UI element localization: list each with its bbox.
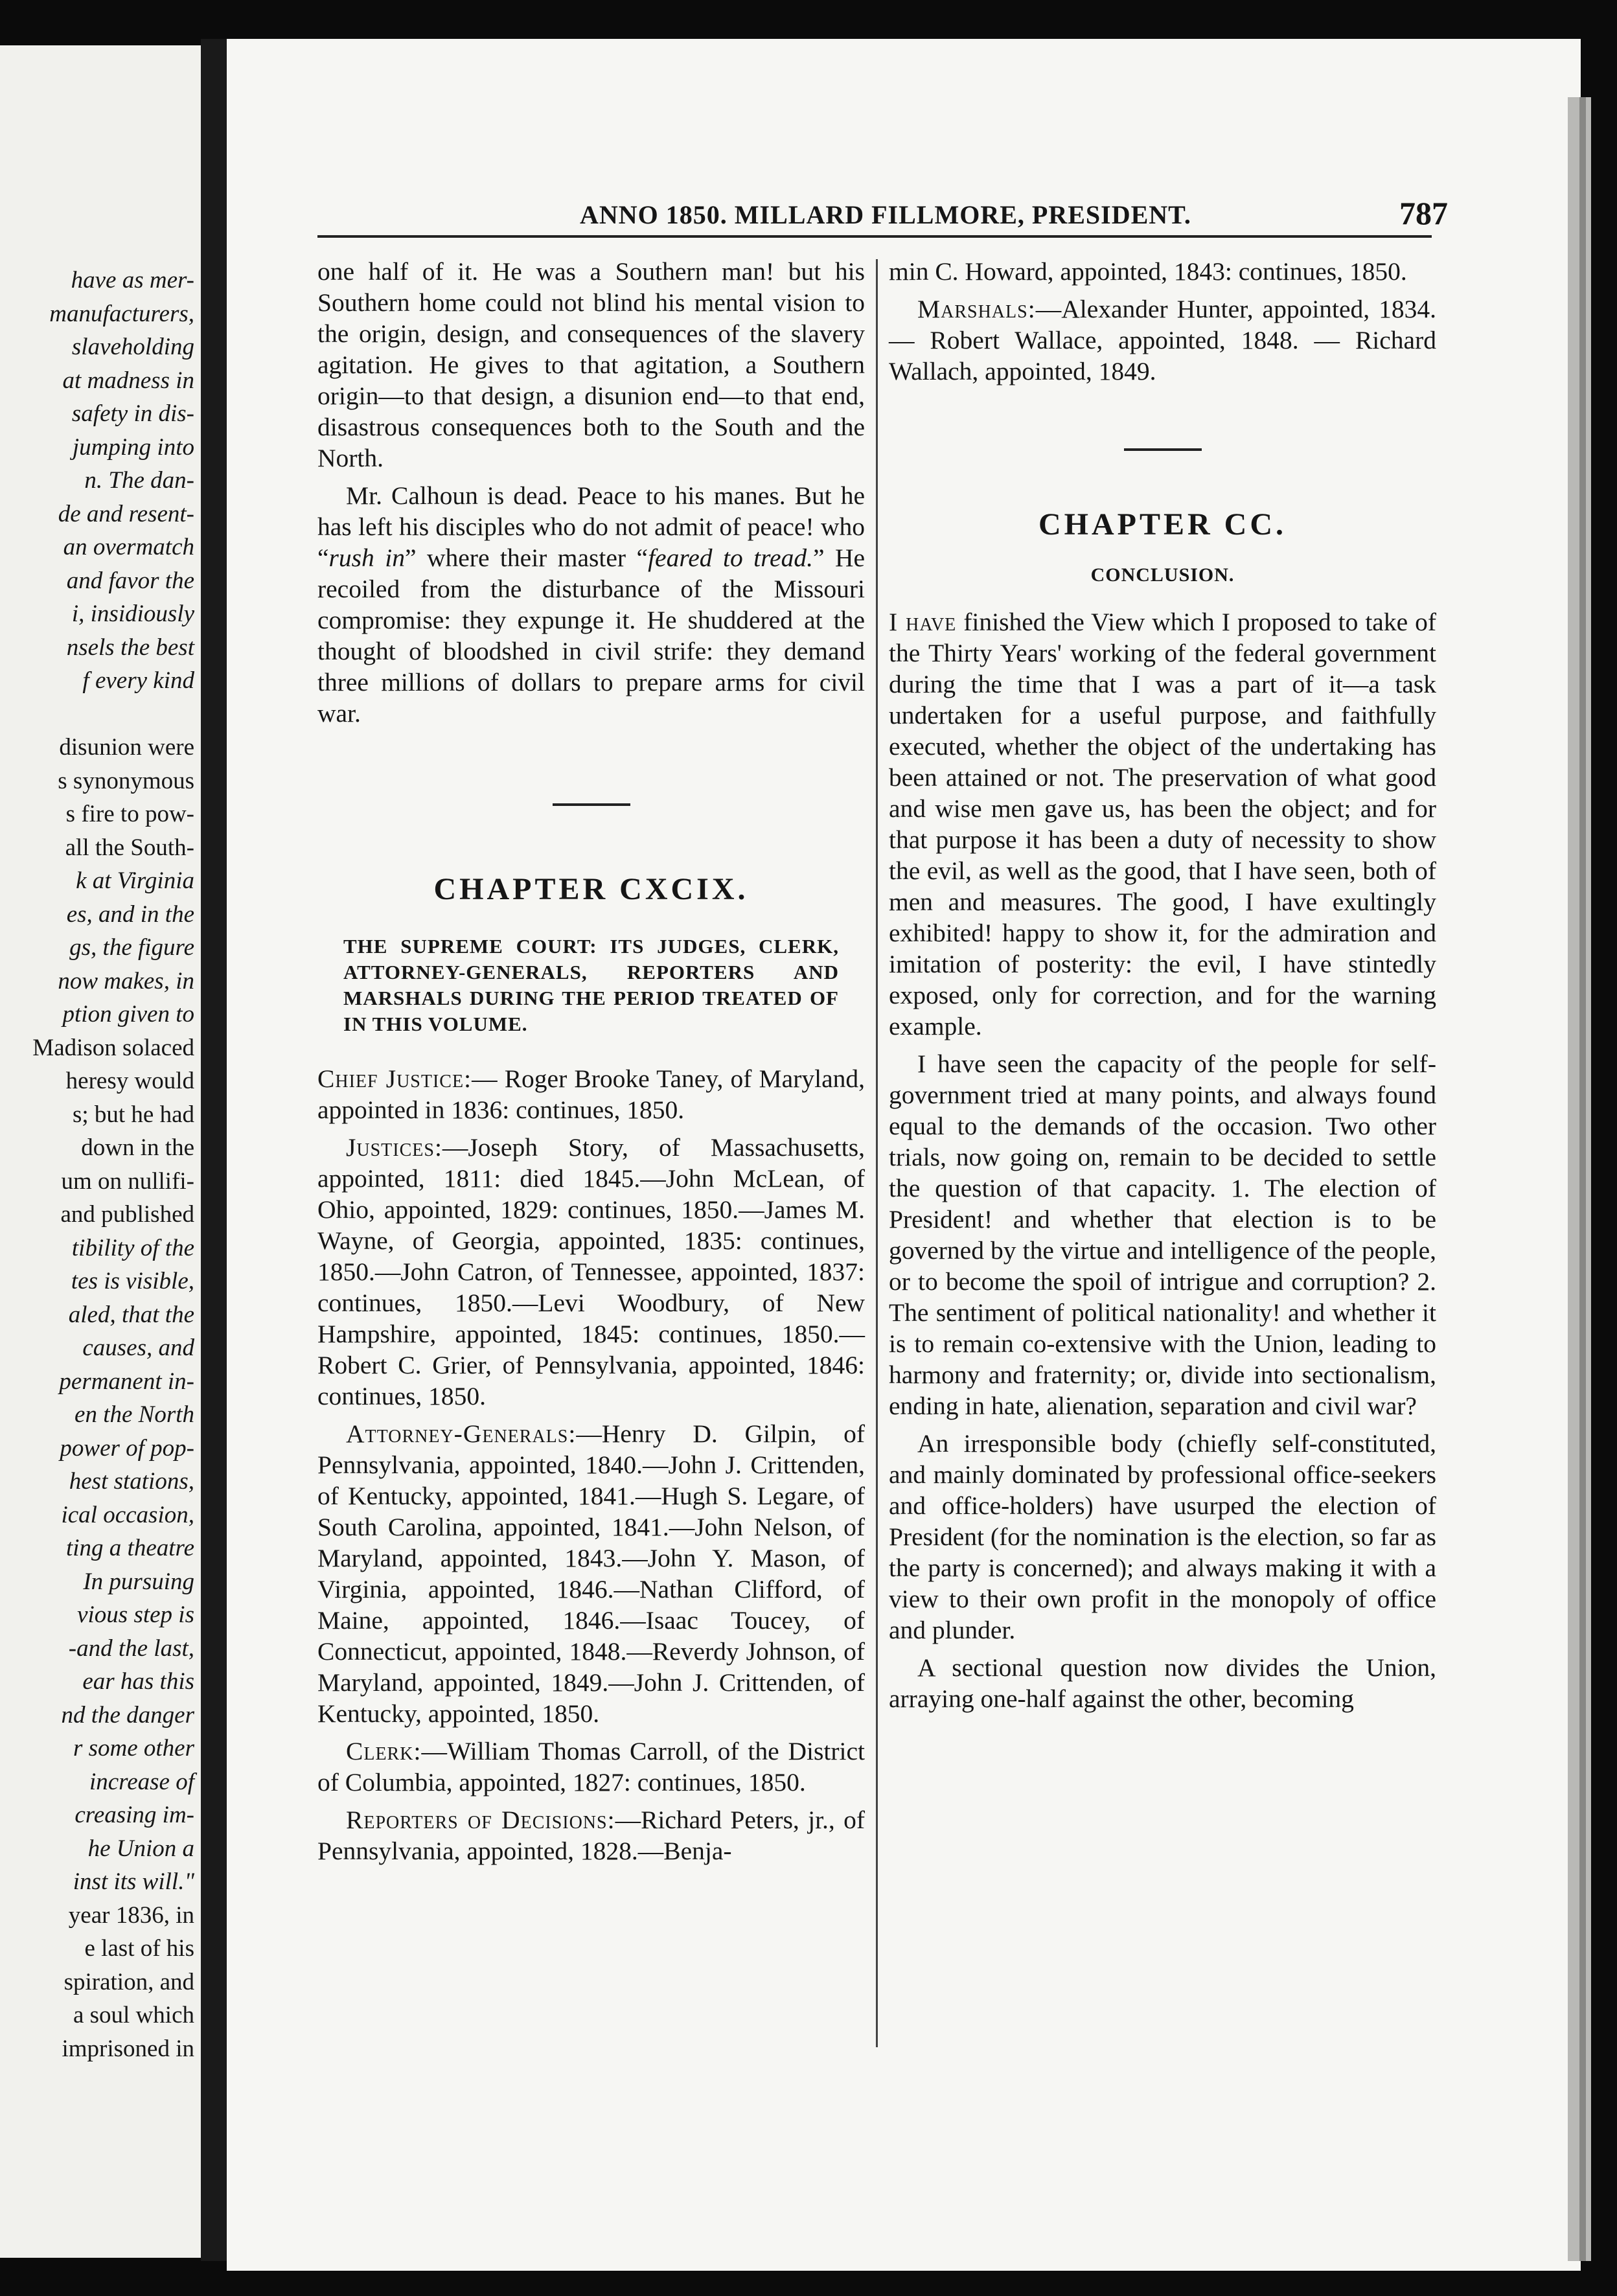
column-divider xyxy=(876,259,878,2047)
left-page-line: heresy would xyxy=(65,1068,194,1094)
chapter-subheading: CONCLUSION. xyxy=(1090,564,1235,586)
left-page-line: r some other xyxy=(73,1735,194,1762)
left-page-line: all the South- xyxy=(65,834,194,861)
paragraph: Reporters of Decisions:—Richard Peters, jr., of Pennsylvania, appointed, 1828.—Benja- xyxy=(317,1806,865,1865)
paragraph: Mr. Calhoun is dead. Peace to his manes. But he has left his disciples who do not admit of peace! who “rush in” where their master “feared to tread.” He recoiled from the disturbance of the Missouri compromise: they expunge it. He shuddered at the thought of bloodshed in civil strife: they demand three millions of dollars to prepare arms for civil war. xyxy=(317,481,866,728)
left-page-line: nsels the best xyxy=(66,634,194,661)
left-page-line: disunion were xyxy=(59,734,194,761)
left-page-line: jumping into xyxy=(72,433,194,461)
chapter-title: CHAPTER CXCIX. xyxy=(433,872,749,906)
left-page-line: s; but he had xyxy=(72,1101,194,1128)
page-header xyxy=(227,194,1581,240)
left-page-line: i, insidiously xyxy=(71,601,194,627)
page-number: 787 xyxy=(1399,195,1448,231)
paragraph: Justices:—Joseph Story, of Massachusetts, appointed, 1811: died 1845.—John McLean, of Ohio, appointed, 1829: continues, 1850.—James M. Wayne, of Georgia, appointed, 1835: continues, 1850.—John Catron, of Tennessee, appointed, 1837: continues, 1850.—Levi Woodbury, of New Hampshire, appointed, 1845: continues, 1850.—Robert C. Grier, of Pennsylvania, appointed, 1846: continues, 1850. xyxy=(317,1133,865,1410)
left-page-line: safety in dis- xyxy=(71,400,194,427)
left-page-line: e last of his xyxy=(84,1935,194,1962)
paragraph: min C. Howard, appointed, 1843: continues, 1850. xyxy=(889,257,1407,286)
section-rule xyxy=(553,803,630,806)
left-page-line: creasing im- xyxy=(75,1802,194,1828)
left-page-line: and published xyxy=(60,1201,194,1228)
left-page-line: vious step is xyxy=(77,1601,194,1628)
left-page-line: ical occasion, xyxy=(61,1501,194,1528)
paragraph: Chief Justice:— Roger Brooke Taney, of Maryland, appointed in 1836: continues, 1850. xyxy=(317,1064,865,1124)
left-page-line: and favor the xyxy=(66,567,194,594)
left-page-line: an overmatch xyxy=(63,534,194,560)
left-page-line: imprisoned in xyxy=(62,2035,194,2062)
left-page-line: slaveholding xyxy=(71,334,194,360)
left-page-line: k at Virginia xyxy=(76,867,194,894)
paragraph: An irresponsible body (chiefly self-constituted, and mainly dominated by professional office-seekers and office-holders) have usurped the election of President (for the nomination is the election, so far as the party is concerned); and always making it with a view to their own profit in the monopoly of office and plunder. xyxy=(889,1429,1436,1644)
left-page-line: now makes, in xyxy=(58,967,194,994)
left-page-line: increase of xyxy=(89,1768,194,1795)
left-page-line: nd the danger xyxy=(61,1701,194,1728)
paragraph: Marshals:—Alexander Hunter, appointed, 1834. — Robert Wallace, appointed, 1848. — Richard Wallach, appointed, 1849. xyxy=(889,295,1436,385)
left-page-line: es, and in the xyxy=(66,901,194,928)
left-page-line: power of pop- xyxy=(60,1434,194,1462)
left-page-line: tibility of the xyxy=(71,1234,194,1261)
left-page-line: manufacturers, xyxy=(49,300,194,327)
left-page-line: ting a theatre xyxy=(66,1535,194,1561)
page-edge xyxy=(1579,97,1586,2261)
left-page-line: inst its will." xyxy=(73,1868,194,1895)
chapter-subheading: THE SUPREME COURT: ITS JUDGES, CLERK, ATTORNEY-GENERALS, REPORTERS AND MARSHALS DURING THE PERIOD TREATED OF IN THIS VOLUME. xyxy=(343,935,839,1035)
left-page-fragment xyxy=(0,45,201,2258)
left-page-line: have as mer- xyxy=(71,267,194,293)
left-page-line: hest stations, xyxy=(69,1468,194,1495)
left-page-line: ption given to xyxy=(62,1001,194,1027)
left-page-line: Madison solaced xyxy=(32,1034,194,1061)
left-page-line: In pursuing xyxy=(83,1568,194,1595)
left-page-line: gs, the figure xyxy=(69,934,194,961)
left-page-line: spiration, and xyxy=(63,1968,194,1995)
paragraph: I have seen the capacity of the people for self-government tried at many points, and always found equal to the demands of the occasion. Two other trials, now going on, remain to be decided to settle the question of that capacity. 1. The election of President! and whether that election is to be governed by the virtue and intelligence of the people, or to become the spoil of intrigue and corruption? 2. The sentiment of political nationality! and whether it is to remain co-extensive with the Union, leading to harmony and fraternity; or, divide into sectionalism, ending in hate, alienation, separation and civil war? xyxy=(889,1050,1436,1420)
left-page-line: tes is visible, xyxy=(71,1268,194,1294)
left-page-line: de and resent- xyxy=(58,500,194,527)
left-page-line: ear has this xyxy=(82,1668,194,1695)
left-page-line: causes, and xyxy=(82,1335,194,1361)
left-page-line: down in the xyxy=(81,1134,194,1161)
left-page-line: year 1836, in xyxy=(68,1901,194,1929)
left-page-line: permanent in- xyxy=(59,1368,194,1395)
book-page xyxy=(227,39,1581,2271)
left-page-line: s synonymous xyxy=(58,767,194,794)
header-rule xyxy=(317,235,1432,238)
paragraph: Attorney-Generals:—Henry D. Gilpin, of Pennsylvania, appointed, 1840.—John J. Crittenden, of Kentucky, appointed, 1841.—Hugh S. Legare, of South Carolina, appointed, 1841.—John Nelson, of Maryland, appointed, 1843.—John Y. Mason, of Virginia, appointed, 1846.—Nathan Clifford, of Maine, appointed, 1846.—Isaac Toucey, of Connecticut, appointed, 1848.—Reverdy Johnson, of Maryland, appointed, 1849.—John J. Crittenden, of Kentucky, appointed, 1850. xyxy=(317,1419,865,1728)
paragraph: A sectional question now divides the Union, arraying one-half against the other, becoming xyxy=(889,1653,1436,1713)
column-left xyxy=(317,256,865,1873)
left-page-line: -and the last, xyxy=(68,1635,194,1662)
left-page-line: um on nullifi- xyxy=(61,1167,194,1195)
left-page-line: f every kind xyxy=(82,667,194,694)
left-page-line: s fire to pow- xyxy=(65,801,194,827)
left-page-line: at madness in xyxy=(62,367,194,394)
section-rule xyxy=(1124,448,1202,451)
running-head: ANNO 1850. MILLARD FILLMORE, PRESIDENT. xyxy=(580,200,1191,229)
book-gutter xyxy=(201,39,227,2261)
left-page-line: aled, that the xyxy=(68,1301,194,1328)
paragraph: I have finished the View which I proposed to take of the Thirty Years' working of the federal government during the time that I was a part of it—a task undertaken for a useful purpose, and faithfully executed, whether the object of the undertaking has been attained or not. The preservation of what good and wise men gave us, has been the object; and for that purpose it has been a duty of necessity to show the evil, as well as the good, that I have seen, both of men and measures. The good, I have exultingly exhibited! happy to show it, for the admiration and imitation of posterity: the evil, I have stintedly exposed, only for correction, and for the warning example. xyxy=(889,608,1436,1040)
left-page-line: n. The dan- xyxy=(84,467,194,494)
left-page-line: he Union a xyxy=(87,1835,194,1862)
chapter-title: CHAPTER CC. xyxy=(1038,507,1287,542)
column-right xyxy=(889,256,1436,1721)
paragraph: one half of it. He was a Southern man! but his Southern home could not blind his mental vision to the origin, design, and consequences of the slavery agitation. He gives to that agitation, a Southern origin—to that design, a disunion end—to that end, disastrous consequences both to the South and the North. xyxy=(317,257,865,472)
left-page-line: en the North xyxy=(75,1401,194,1428)
left-page-line: a soul which xyxy=(73,2002,194,2028)
paragraph: Clerk:—William Thomas Carroll, of the District of Columbia, appointed, 1827: continues, 1850. xyxy=(317,1737,865,1797)
